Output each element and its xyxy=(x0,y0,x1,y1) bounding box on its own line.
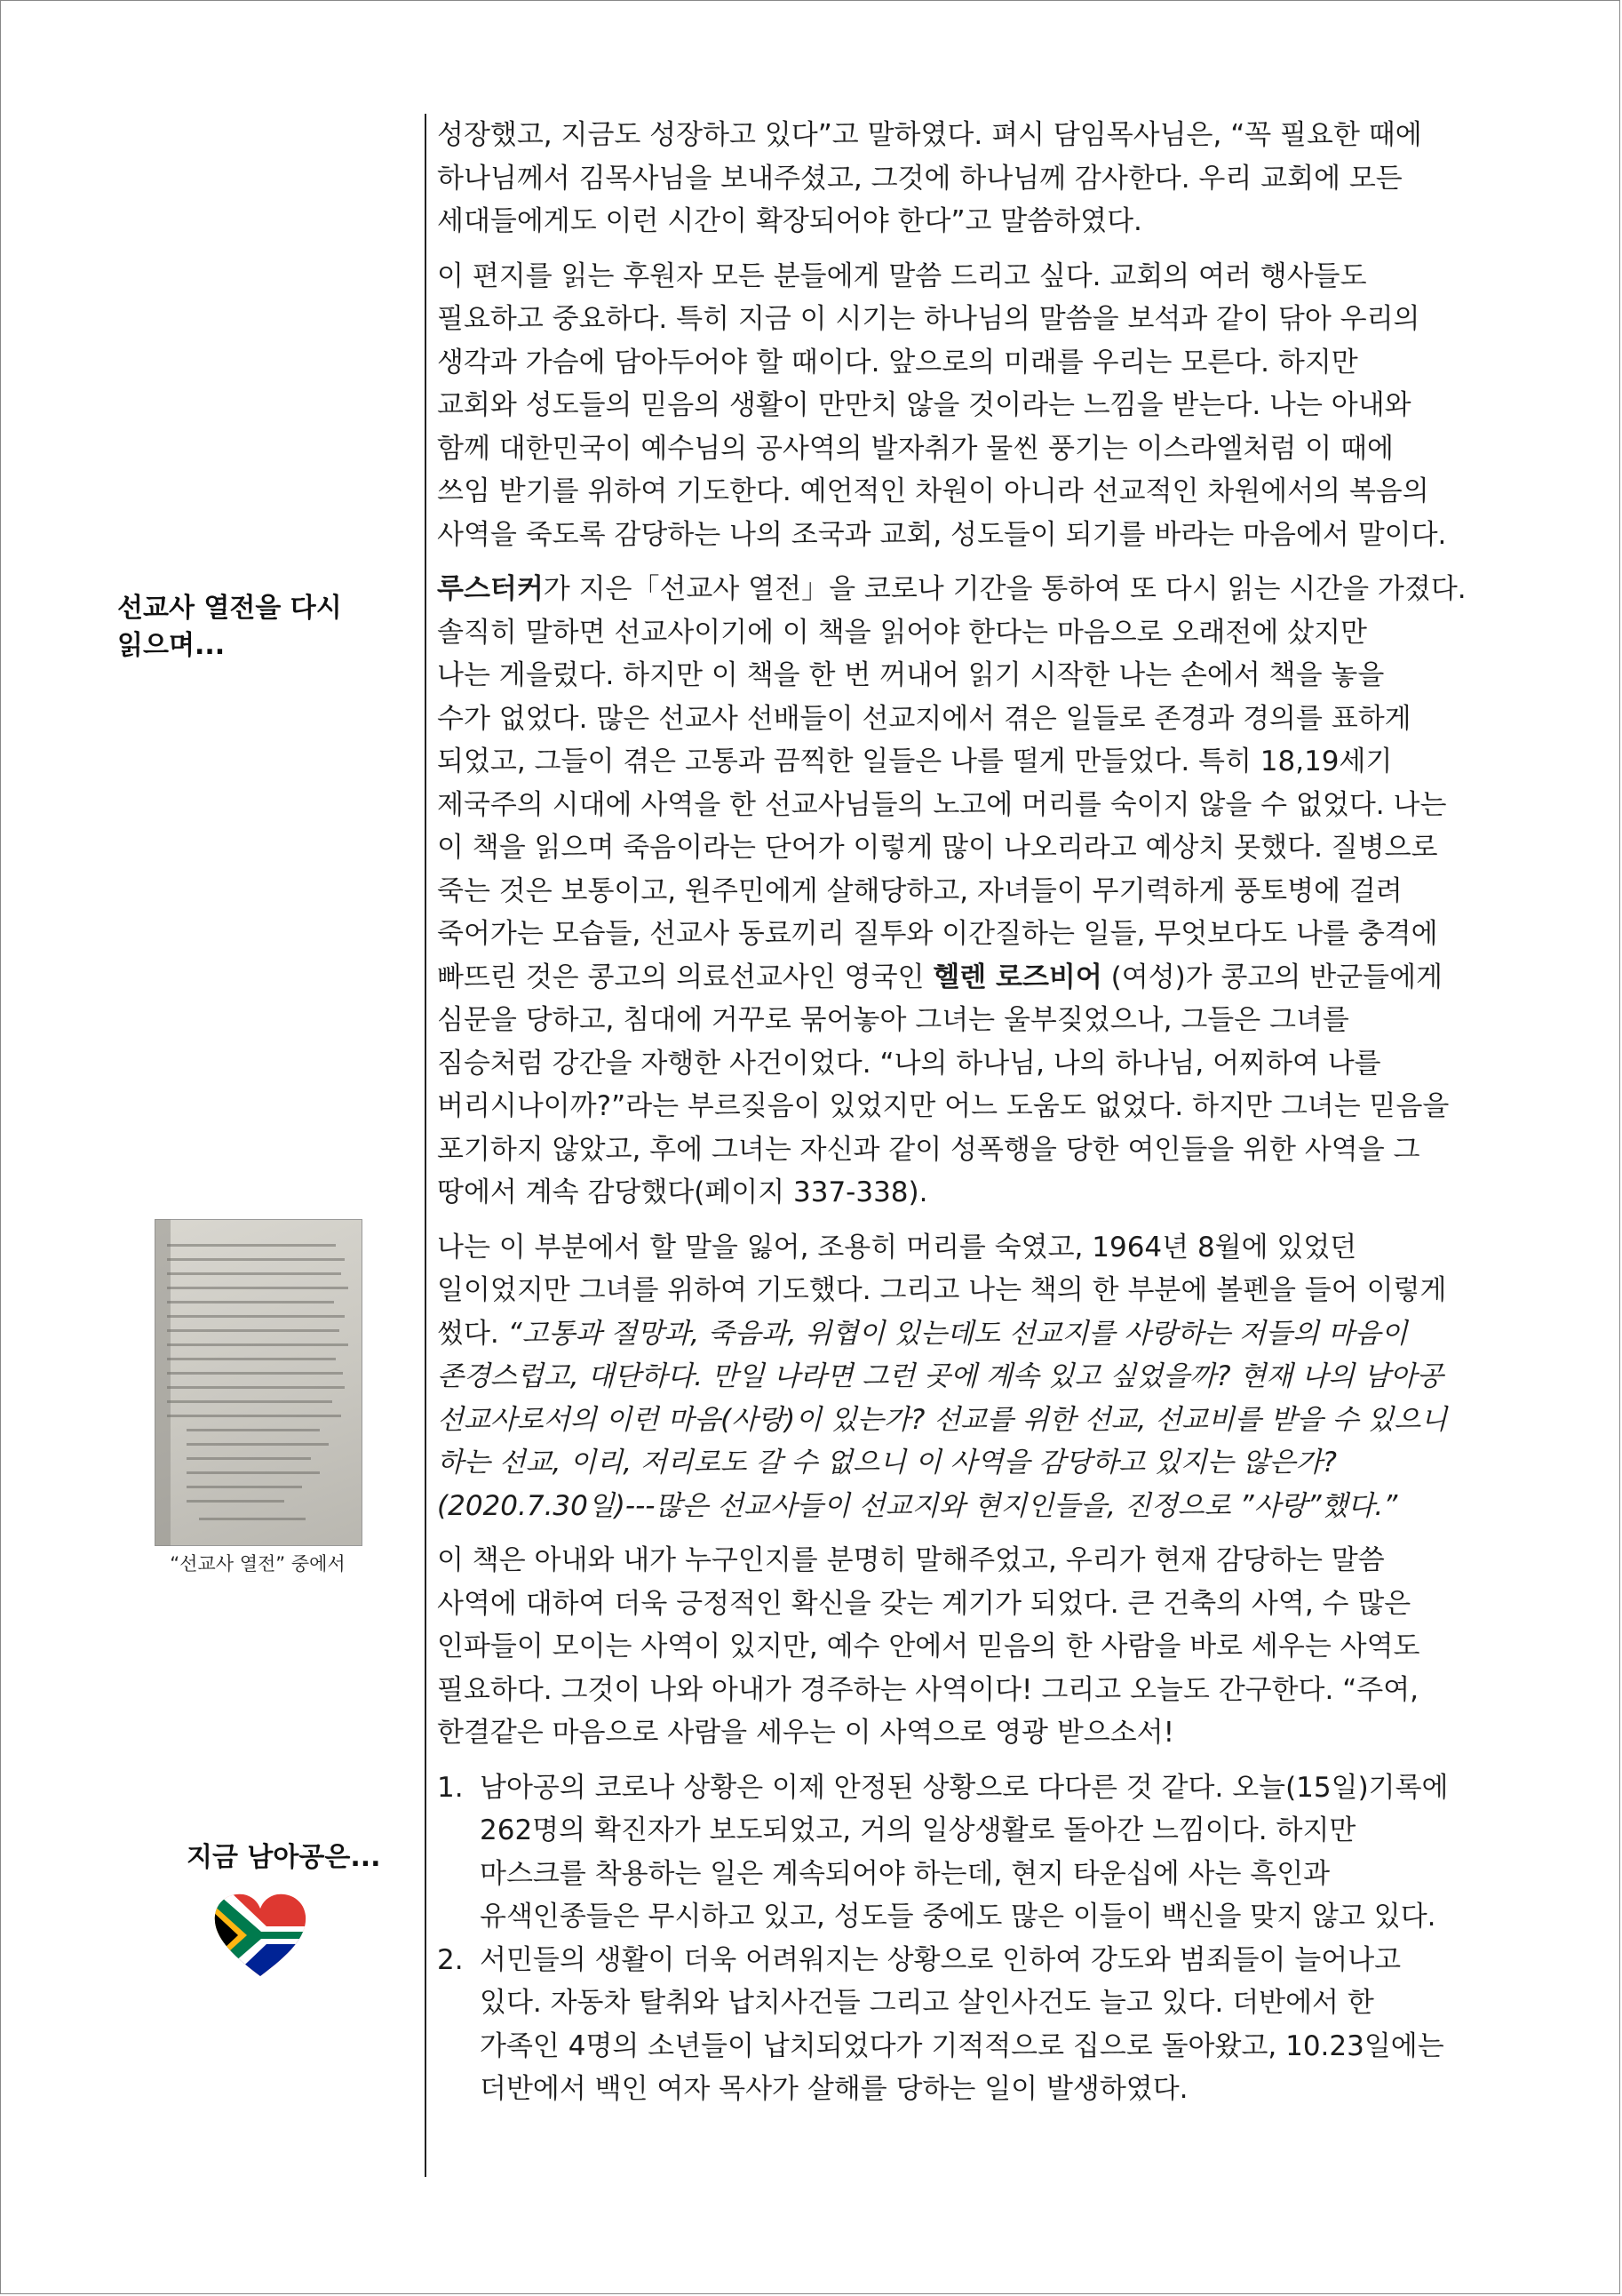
book-page-photo xyxy=(155,1219,362,1546)
paragraph-missionary-history xyxy=(437,568,1514,1215)
list-item xyxy=(437,1766,1514,1939)
south-africa-heart-flag-icon xyxy=(211,1891,309,1980)
list-item xyxy=(437,1939,1514,2111)
paragraph-text: 나는 이 부분에서 할 말을 잃어, 조용히 머리를 숙였고, 1964년 8월에 있었던 일이었지만 그녀를 위하여 기도했다. 그리고 나는 책의 한 부분에 볼펜을 들어 이렇게 썼다. xyxy=(437,1231,1447,1350)
photo-caption: “선교사 열전” 중에서 xyxy=(170,1553,346,1575)
list-text: 서민들의 생활이 더욱 어려워지는 상황으로 인하여 강도와 범죄들이 늘어나고 있다. 자동차 탈취와 납치사건들 그리고 살인사건도 늘고 있다. 더반에서 한 가족인 4명의 소년들이 납치되었다가 기적적으로 집으로 돌아왔고, 10.23일에는 더반에서 백인 여자 목사가 살해를 당하는 일이 발생하였다. xyxy=(480,1943,1444,2105)
main-text-column xyxy=(437,114,1514,2111)
sidebar-heading-missionary: 선교사 열전을 다시 읽으며... xyxy=(117,593,342,661)
list-text: 남아공의 코로나 상황은 이제 안정된 상황으로 다다른 것 같다. 오늘(15일)기록에 262명의 확진자가 보도되었고, 거의 일상생활로 돌아간 느낌이다. 하지만 마스크를 착용하는 일은 계속되어야 하는데, 현지 타운십에 사는 흑인과 유색인종들은 무시하고 있고, 성도들 중에도 많은 이들이 백신을 맞지 않고 있다. xyxy=(480,1771,1449,1933)
column-divider xyxy=(425,114,426,2177)
author-name: 루스터커 xyxy=(437,573,544,605)
paragraph-text: 가 지은「선교사 열전」을 코로나 기간을 통하여 또 다시 읽는 시간을 가졌다. 솔직히 말하면 선교사이기에 이 책을 읽어야 한다는 마음으로 오래전에 샀지만 나는 게을렀다. 하지만 이 책을 한 번 꺼내어 읽기 시작한 나는 손에서 책을 놓을 수가 없었다. 많은 선교사 선배들이 선교지에서 겪은 일들로 존경과 경의를 표하게 되었고, 그들이 겪은 고통과 끔찍한 일들은 나를 떨게 만들었다. 특히 18,19세기 제국주의 시대에 사역을 한 선교사님들의 노고에 머리를 숙이지 않을 수 없었다. 나는 이 책을 읽으며 죽음이라는 단어가 이렇게 많이 나오리라고 예상치 못했다. 질병으로 죽는 것은 보통이고, 원주민에게 살해당하고, 자녀들이 무기력하게 풍토병에 걸려 죽어가는 모습들, 선교사 동료끼리 질투와 이간질하는 일들, 무엇보다도 나를 충격에 빠뜨린 것은 콩고의 의료선교사인 영국인 xyxy=(437,573,1467,993)
paragraph-ministry-confirmation: 이 책은 아내와 내가 누구인지를 분명히 말해주었고, 우리가 현재 감당하는 말씀 사역에 대하여 더욱 긍정적인 확신을 갖는 계기가 되었다. 큰 건축의 사역, 수 많은 인파들이 모이는 사역이 있지만, 예수 안에서 믿음의 한 사람을 바로 세우는 사역도 필요하다. 그것이 나와 아내가 경주하는 사역이다! 그리고 오늘도 간구한다. “주여, 한결같은 마음으로 사람을 세우는 이 사역으로 영광 받으소서! xyxy=(437,1544,1420,1749)
south-africa-news-list xyxy=(437,1766,1514,2111)
paragraph-reflection xyxy=(437,1226,1514,1528)
paragraph-pastor-quote: 성장했고, 지금도 성장하고 있다”고 말하였다. 펴시 담임목사님은, “꼭 필요한 때에 하나님께서 김목사님을 보내주셨고, 그것에 하나님께 감사한다. 우리 교회에 모든 세대들에게도 이런 시간이 확장되어야 한다”고 말씀하였다. xyxy=(437,119,1422,237)
missionary-name: 헬렌 로즈비어 xyxy=(933,961,1102,993)
list-number: 2. xyxy=(437,1943,464,1976)
sidebar-heading-sa: 지금 남아공은... xyxy=(187,1842,381,1873)
paragraph-to-supporters: 이 편지를 읽는 후원자 모든 분들에게 말씀 드리고 싶다. 교회의 여러 행사들도 필요하고 중요하다. 특히 지금 이 시기는 하나님의 말씀을 보석과 같이 닦아 우리의 생각과 가슴에 담아두어야 할 때이다. 앞으로의 미래를 우리는 모른다. 하지만 교회와 성도들의 믿음의 생활이 만만치 않을 것이라는 느낌을 받는다. 나는 아내와 함께 대한민국이 예수님의 공사역의 발자취가 물씬 풍기는 이스라엘처럼 이 때에 쓰임 받기를 위하여 기도한다. 예언적인 차원이 아니라 선교적인 차원에서의 복음의 사역을 죽도록 감당하는 나의 조국과 교회, 성도들이 되기를 바라는 마음에서 말이다. xyxy=(437,259,1447,551)
list-number: 1. xyxy=(437,1771,464,1804)
handwritten-note-quote: “고통과 절망과, 죽음과, 위협이 있는데도 선교지를 사랑하는 저들의 마음이 존경스럽고, 대단하다. 만일 나라면 그런 곳에 계속 있고 싶었을까? 현재 나의 남아공 선교사로서의 이런 마음(사랑)이 있는가? 선교를 위한 선교, 선교비를 받을 수 있으니 하는 선교, 이리, 저리로도 갈 수 없으니 이 사역을 감당하고 있지는 않은가? (2020.7.30일)---많은 선교사들이 선교지와 현지인들을, 진정으로 ”사랑”했다.” xyxy=(437,1317,1448,1522)
paragraph-text: (여성)가 콩고의 반군들에게 심문을 당하고, 침대에 거꾸로 묶어놓아 그녀는 울부짖었으나, 그들은 그녀를 짐승처럼 강간을 자행한 사건이었다. “나의 하나님, 나의 하나님, 어찌하여 나를 버리시나이까?”라는 부르짖음이 있었지만 어느 도움도 없었다. 하지만 그녀는 믿음을 포기하지 않았고, 후에 그녀는 자신과 같이 성폭행을 당한 여인들을 위한 사역을 그 땅에서 계속 감당했다(페이지 337-338). xyxy=(437,961,1450,1208)
